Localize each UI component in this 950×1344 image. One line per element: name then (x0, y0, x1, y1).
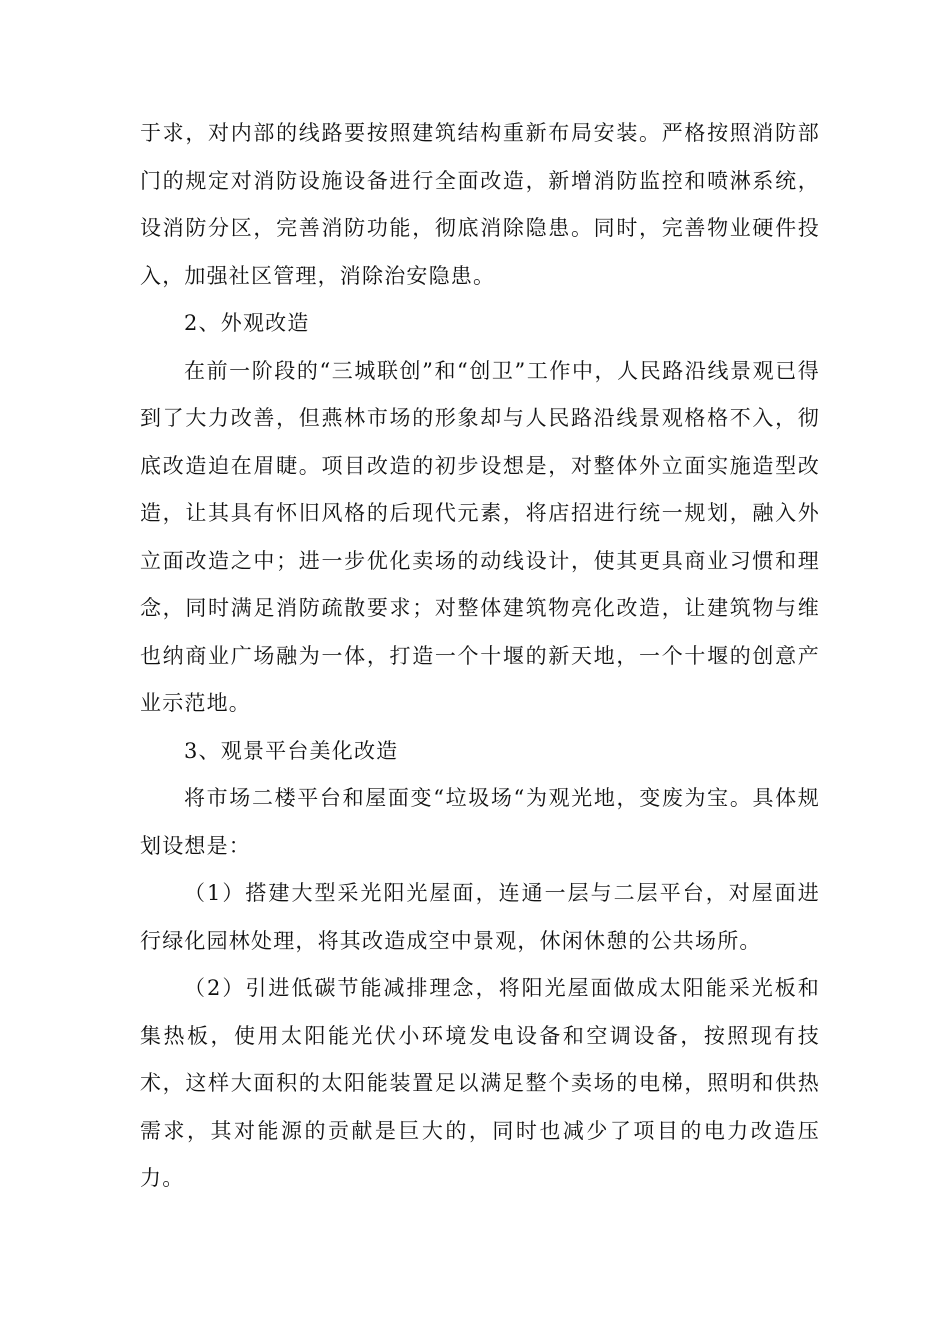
paragraph-continuation: 于求，对内部的线路要按照建筑结构重新布局安装。严格按照消防部门的规定对消防设施设备进行全面改造，新增消防监控和喷淋系统，设消防分区，完善消防功能，彻底消除隐患。同时，完善物业硬件投入，加强社区管理，消除治安隐患。 (140, 121, 820, 288)
paragraph-platform-intro: 将市场二楼平台和屋面变“垃圾场“为观光地，变废为宝。具体规划设想是： (140, 786, 820, 858)
paragraph-item-1: （1）搭建大型采光阳光屋面，连通一层与二层平台，对屋面进行绿化园林处理，将其改造成空中景观，休闲休憩的公共场所。 (140, 881, 820, 953)
section-heading-exterior: 2、外观改造 (184, 311, 310, 335)
section-heading-platform: 3、观景平台美化改造 (184, 738, 399, 763)
paragraph-exterior: 在前一阶段的“三城联创”和“创卫”工作中，人民路沿线景观已得到了大力改善，但燕林市场的形象却与人民路沿线景观格格不入，彻底改造迫在眉睫。项目改造的初步设想是，对整体外立面实施造型改造，让其具有怀旧风格的后现代元素，将店招进行统一规划，融入外立面改造之中；进一步优化卖场的动线设计，使其更具商业习惯和理念，同时满足消防疏散要求；对整体建筑物亮化改造，让建筑物与维也纳商业广场融为一体，打造一个十堰的新天地，一个十堰的创意产业示范地。 (140, 358, 820, 715)
paragraph-item-2: （2）引进低碳节能减排理念，将阳光屋面做成太阳能采光板和集热板，使用太阳能光伏小环境发电设备和空调设备，按照现有技术，这样大面积的太阳能装置足以满足整个卖场的电梯，照明和供热需求，其对能源的贡献是巨大的，同时也减少了项目的电力改造压力。 (140, 976, 820, 1190)
document-body (140, 110, 820, 1203)
